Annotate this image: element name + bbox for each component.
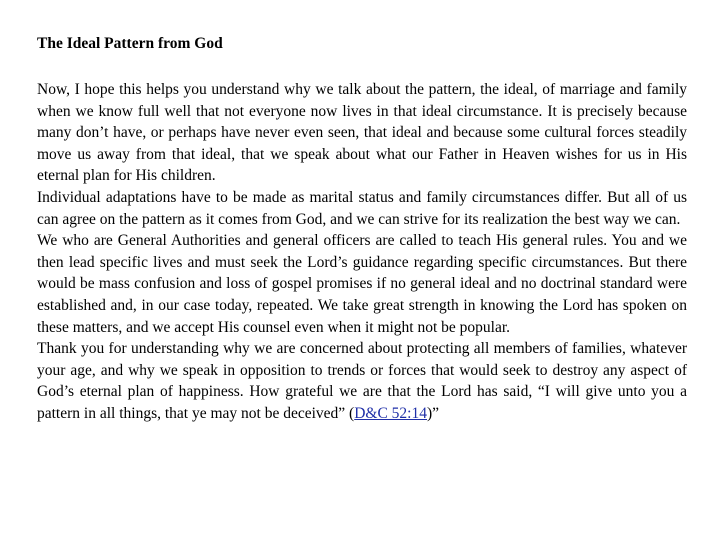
page-title: The Ideal Pattern from God <box>37 35 223 52</box>
paragraph-2: Individual adaptations have to be made as marital status and family circumstances differ. But all of us can agree on the pattern as it comes from God, and we can strive for its realization the best way we can. <box>37 188 687 228</box>
paragraph-4-text: Thank you for understanding why we are concerned about protecting all members of families, whatever your age, and why we speak in opposition to trends or forces that would seek to destroy any aspect of God’s eternal plan of happiness. How grateful we are that the Lord has said, “I will give unto you a pattern in all things, that ye may not be deceived” ( <box>37 340 687 422</box>
body-text <box>37 79 687 425</box>
paragraph-3: We who are General Authorities and general officers are called to teach His general rules. You and we then lead specific lives and must seek the Lord’s guidance regarding specific circumstances. But there would be mass confusion and loss of gospel promises if no general ideal and no doctrinal standard were established and, in our case today, repeated. We take great strength in knowing the Lord has spoken on these matters, and we accept His counsel even when it might not be popular. <box>37 232 687 336</box>
paragraph-4-closing: )” <box>427 404 440 422</box>
scripture-reference-link[interactable]: D&C 52:14 <box>354 404 427 422</box>
paragraph-1: Now, I hope this helps you understand why we talk about the pattern, the ideal, of marriage and family when we know full well that not everyone now lives in that ideal circumstance. It is precisely because many don’t have, or perhaps have never even seen, that ideal and because some cultural forces steadily move us away from that ideal, that we speak about what our Father in Heaven wishes for us in His eternal plan for His children. <box>37 81 687 185</box>
paragraph-4 <box>37 338 687 424</box>
